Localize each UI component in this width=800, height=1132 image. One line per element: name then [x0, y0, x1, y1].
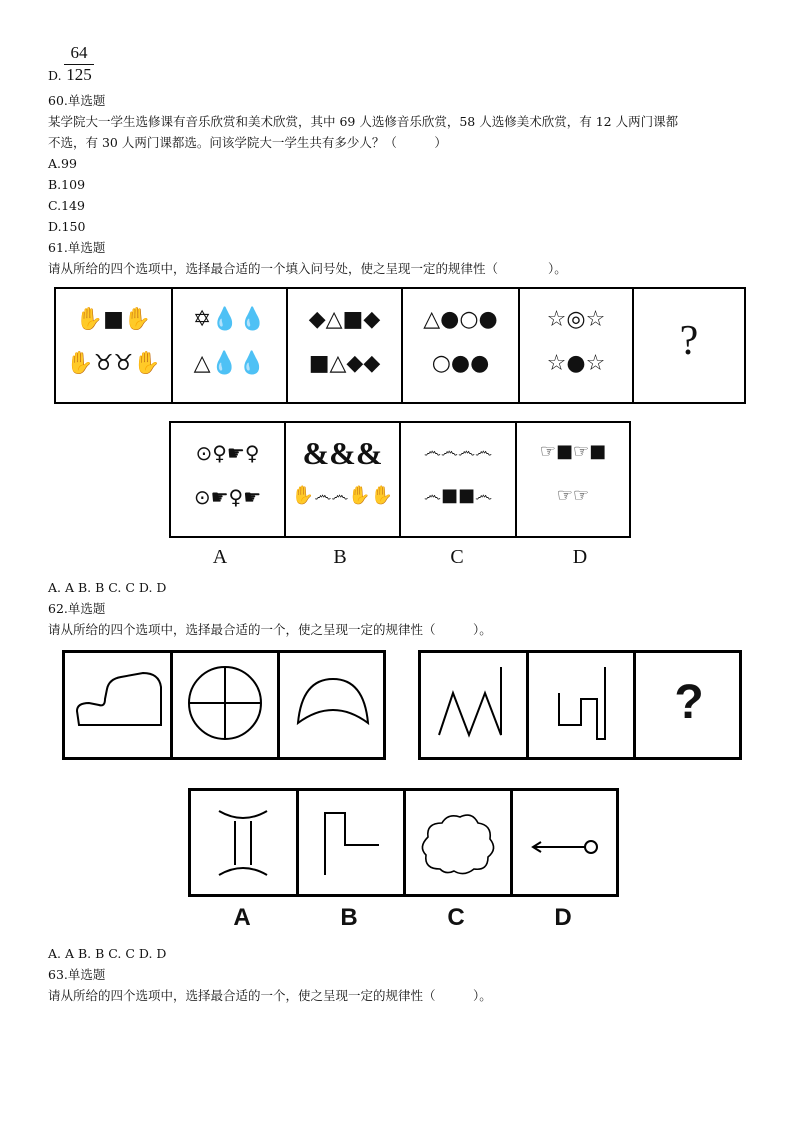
- q61-option-label-d[interactable]: D: [572, 546, 588, 568]
- q62-option-label-d[interactable]: D: [554, 904, 572, 931]
- q62-cell-1: [65, 653, 173, 757]
- q60-option-a[interactable]: A.99: [48, 156, 77, 171]
- cell-top-symbols: ☞■☞■: [539, 441, 607, 462]
- cell-top-symbols: ✋■✋: [75, 307, 152, 332]
- cell-bottom-symbols: △💧💧: [193, 351, 266, 376]
- cell-top-symbols: ☆◎☆: [546, 307, 606, 332]
- zigzag-line-icon: [421, 653, 526, 757]
- q63-header: 63.单选题: [48, 967, 106, 982]
- cell-bottom-symbols: ⊙☛♀☛: [193, 485, 262, 509]
- q61-option-d-figure[interactable]: [517, 423, 629, 536]
- q60-option-d[interactable]: D.150: [48, 219, 86, 234]
- q61-cell-3: [288, 289, 403, 402]
- option-d-label: D.: [48, 68, 62, 83]
- cell-top-symbols: △●○●: [423, 307, 498, 332]
- cell-bottom-symbols: ☆●☆: [546, 351, 606, 376]
- q62-option-b-figure[interactable]: [299, 791, 406, 894]
- q60-text-line1: 某学院大一学生选修课有音乐欣赏和美术欣赏，其中 69 人选修音乐欣赏，58 人选修美术欣赏，有 12 人两门课都: [48, 114, 679, 129]
- q60-header: 60.单选题: [48, 93, 106, 108]
- q62-cell-question: [636, 653, 742, 757]
- q62-cell-3: [280, 653, 386, 757]
- q62-option-label-b[interactable]: B: [340, 904, 358, 931]
- crescent-dome-icon: [280, 653, 386, 757]
- question-mark: ?: [674, 676, 704, 729]
- square-wave-line-icon: [529, 653, 633, 757]
- q63-text: 请从所给的四个选项中，选择最合适的一个，使之呈现一定的规律性（ ）。: [48, 988, 492, 1003]
- cell-bottom-symbols: ෴■■෴: [423, 485, 493, 506]
- q60-text-line2: 不选，有 30 人两门课都选。问该学院大一学生共有多少人？（ ）: [48, 135, 447, 150]
- cell-bottom-symbols: ✋෴෴✋✋: [291, 485, 394, 506]
- q61-options-figure: [169, 421, 631, 538]
- cell-top-symbols: ෴෴෴෴: [423, 441, 493, 462]
- q61-cell-5: [520, 289, 634, 402]
- q62-question-group-left: [62, 650, 386, 760]
- crossed-circle-icon: [173, 653, 277, 757]
- cloud-shape-icon: [406, 791, 510, 894]
- fraction-denominator: 125: [66, 65, 92, 84]
- question-mark: ?: [679, 318, 699, 364]
- q62-option-d-figure[interactable]: [513, 791, 619, 894]
- q61-cell-4: [403, 289, 520, 402]
- blob-shape-icon: [65, 653, 170, 757]
- cell-top-symbols: ◆△■◆: [308, 307, 381, 332]
- fraction: [64, 44, 94, 84]
- gemini-shape-icon: [191, 791, 296, 894]
- cell-bottom-symbols: ✋♉♉✋: [66, 351, 161, 376]
- q62-options-figure: [188, 788, 619, 897]
- q60-option-b[interactable]: B.109: [48, 177, 86, 192]
- cell-top-symbols: &&&: [302, 435, 383, 471]
- q61-cell-2: [173, 289, 288, 402]
- cell-top-symbols: ⊙♀☛♀: [195, 441, 260, 465]
- q62-answer-options[interactable]: A. A B. B C. C D. D: [48, 946, 167, 961]
- q62-option-label-a[interactable]: A: [233, 904, 251, 931]
- q61-option-label-b[interactable]: B: [333, 546, 347, 568]
- q61-cell-1: [56, 289, 173, 402]
- q61-option-label-a[interactable]: A: [212, 546, 228, 568]
- q62-option-a-figure[interactable]: [191, 791, 299, 894]
- q61-question-figure: [54, 287, 746, 404]
- q62-option-label-c[interactable]: C: [447, 904, 465, 931]
- q62-cell-5: [529, 653, 636, 757]
- q61-text: 请从所给的四个选项中，选择最合适的一个填入问号处，使之呈现一定的规律性（ ）。: [48, 261, 567, 276]
- step-line-icon: [299, 791, 403, 894]
- fraction-numerator: 64: [64, 44, 94, 65]
- q61-answer-options[interactable]: A. A B. B C. C D. D: [48, 580, 167, 595]
- q62-header: 62.单选题: [48, 601, 106, 616]
- q62-cell-4: [421, 653, 529, 757]
- cell-top-symbols: ✡💧💧: [192, 307, 267, 332]
- q61-option-b-figure[interactable]: [286, 423, 401, 536]
- q62-cell-2: [173, 653, 280, 757]
- q61-option-a-figure[interactable]: [171, 423, 286, 536]
- q60-option-c[interactable]: C.149: [48, 198, 85, 213]
- q61-option-label-c[interactable]: C: [450, 546, 464, 568]
- q62-question-group-right: [418, 650, 742, 760]
- q61-cell-question: [634, 289, 744, 402]
- cell-bottom-symbols: ■△◆◆: [308, 351, 381, 376]
- q61-option-c-figure[interactable]: [401, 423, 517, 536]
- arrow-pin-icon: [513, 791, 619, 894]
- cell-bottom-symbols: ○●●: [431, 351, 490, 376]
- q61-header: 61.单选题: [48, 240, 106, 255]
- cell-bottom-symbols: ☞☞: [556, 485, 590, 506]
- q62-option-c-figure[interactable]: [406, 791, 513, 894]
- q62-text: 请从所给的四个选项中，选择最合适的一个，使之呈现一定的规律性（ ）。: [48, 622, 492, 637]
